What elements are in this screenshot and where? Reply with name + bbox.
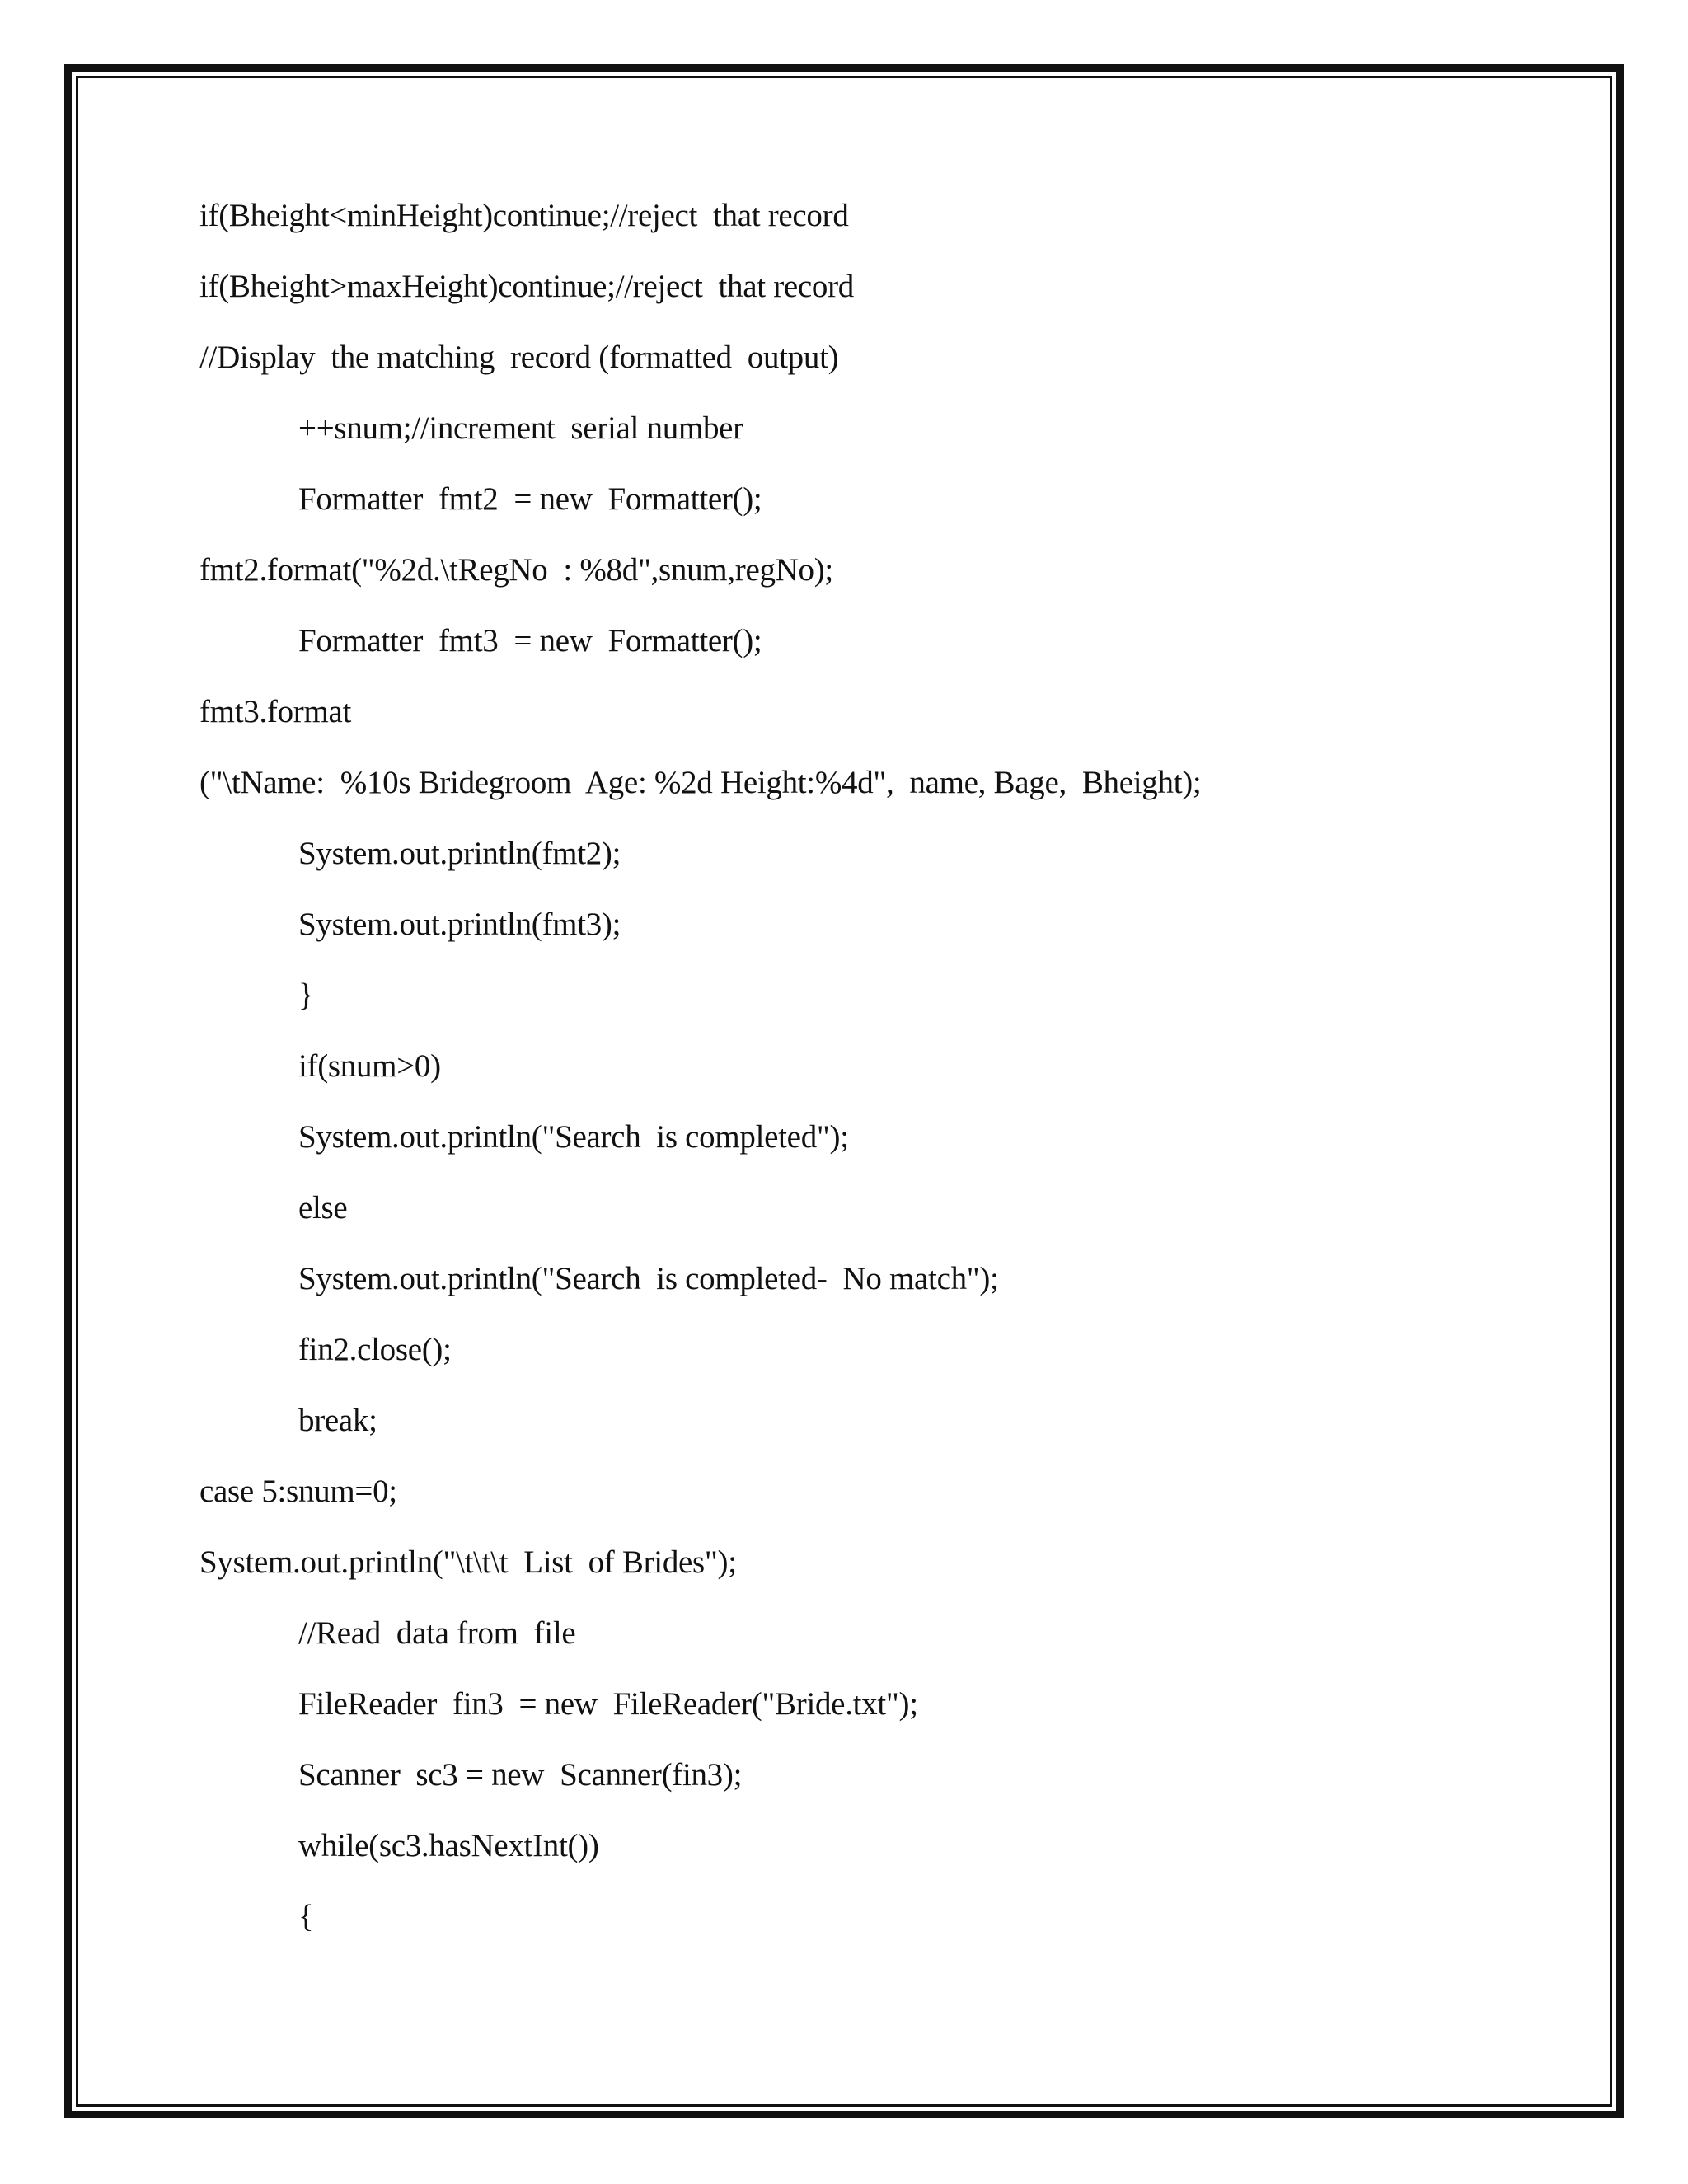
code-line: if(Bheight<minHeight)continue;//reject that record: [199, 198, 849, 233]
code-line: while(sc3.hasNextInt()): [298, 1828, 599, 1863]
code-line: //Read data from file: [298, 1615, 576, 1651]
code-line: fin2.close();: [298, 1332, 452, 1367]
code-line: Formatter fmt2 = new Formatter();: [298, 481, 762, 517]
code-line: {: [298, 1899, 314, 1934]
code-line: System.out.println("Search is completed- No match");: [298, 1261, 999, 1296]
code-line: ("\tName: %10s Bridegroom Age: %2d Height:%4d", name, Bage, Bheight);: [199, 765, 1202, 800]
code-line: System.out.println(fmt2);: [298, 836, 621, 871]
code-line: if(Bheight>maxHeight)continue;//reject that record: [199, 269, 854, 304]
code-line: FileReader fin3 = new FileReader("Bride.txt");: [298, 1686, 918, 1722]
code-line: //Display the matching record (formatted output): [199, 340, 839, 375]
code-line: fmt2.format("%2d.\tRegNo : %8d",snum,regNo);: [199, 552, 833, 588]
code-line: Scanner sc3 = new Scanner(fin3);: [298, 1757, 743, 1793]
code-line: fmt3.format: [199, 694, 352, 729]
code-line: System.out.println("\t\t\t List of Brides");: [199, 1544, 737, 1580]
code-line: if(snum>0): [298, 1048, 441, 1084]
page-border-inner: [76, 76, 1612, 2107]
code-line: ++snum;//increment serial number: [298, 410, 743, 446]
code-line: }: [298, 977, 314, 1013]
code-line: else: [298, 1190, 348, 1226]
code-line: break;: [298, 1403, 377, 1438]
code-line: System.out.println(fmt3);: [298, 907, 621, 942]
code-line: case 5:snum=0;: [199, 1474, 397, 1509]
code-line: Formatter fmt3 = new Formatter();: [298, 623, 762, 658]
code-line: System.out.println("Search is completed");: [298, 1119, 849, 1155]
